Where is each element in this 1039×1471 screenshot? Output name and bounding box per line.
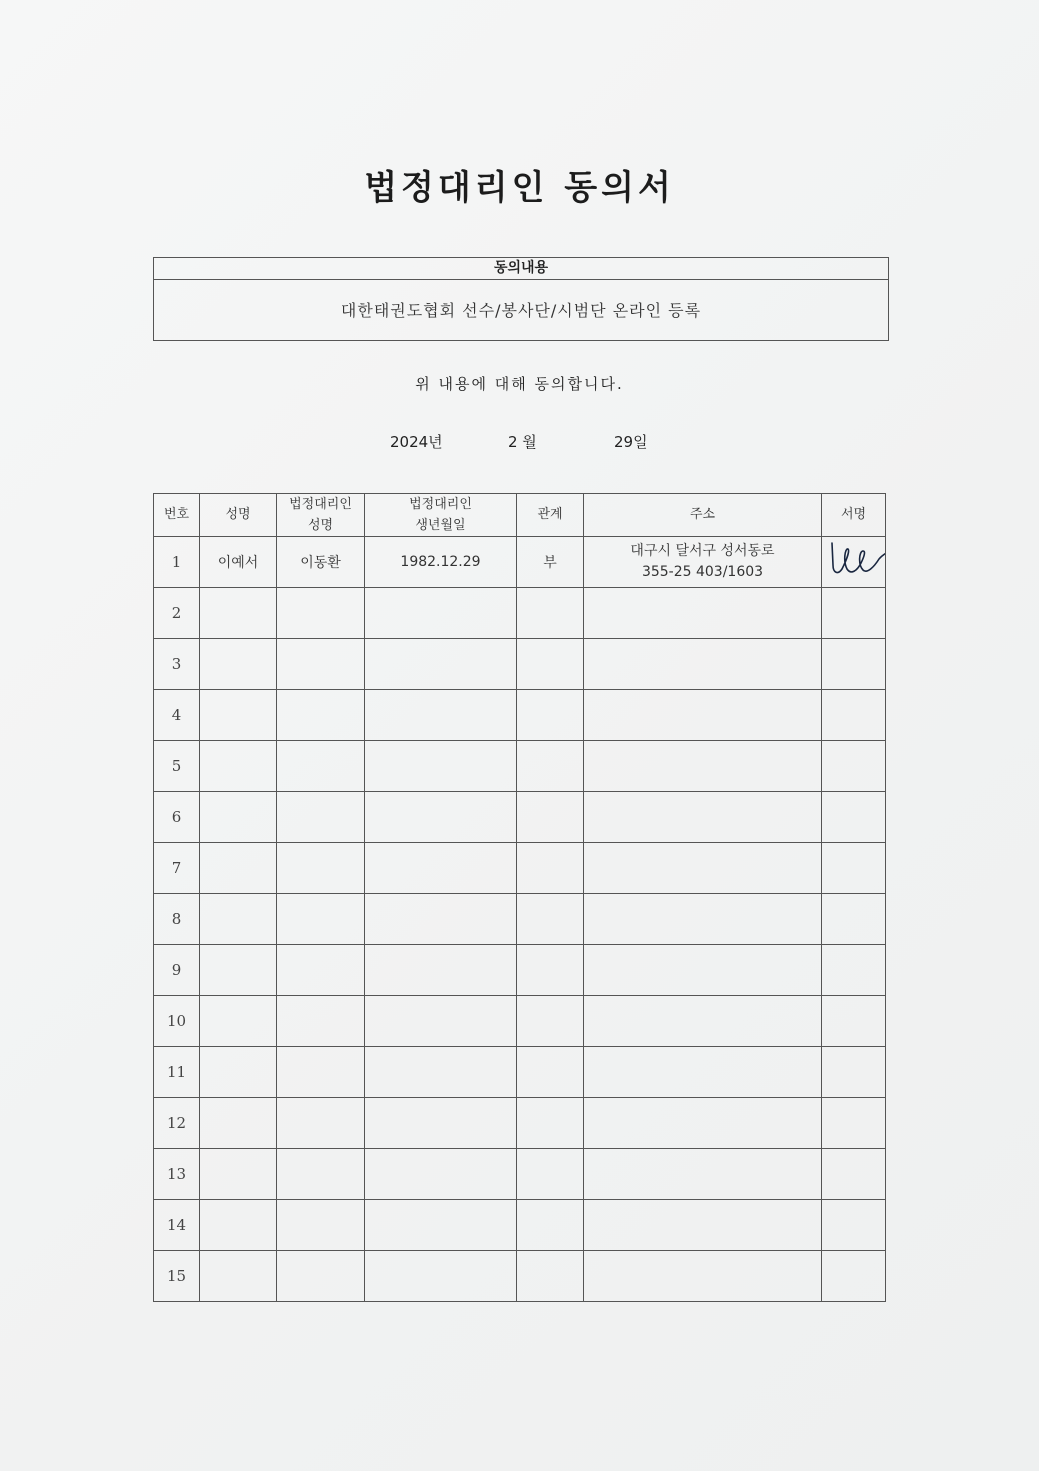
cell-name [200, 843, 277, 894]
document-title: 법정대리인 동의서 [364, 168, 675, 208]
cell-address [584, 690, 822, 741]
cell-relation [517, 1149, 584, 1200]
cell-relation [517, 1098, 584, 1149]
header-guardian-name-line1: 법정대리인 [289, 497, 352, 512]
header-signature: 서명 [822, 494, 886, 537]
cell-address [584, 1149, 822, 1200]
cell-guardian-birth [365, 639, 517, 690]
header-address: 주소 [584, 494, 822, 537]
cell-relation [517, 996, 584, 1047]
cell-guardian-birth [365, 1251, 517, 1302]
cell-guardian-name [277, 1047, 365, 1098]
cell-guardian-name [277, 1251, 365, 1302]
cell-signature [822, 690, 886, 741]
cell-relation [517, 843, 584, 894]
handwritten-signature [826, 539, 886, 587]
cell-name [200, 1098, 277, 1149]
cell-no: 14 [154, 1200, 200, 1251]
cell-no: 12 [154, 1098, 200, 1149]
cell-address [584, 843, 822, 894]
cell-name [200, 996, 277, 1047]
cell-no: 2 [154, 588, 200, 639]
cell-address [584, 792, 822, 843]
cell-address [584, 1098, 822, 1149]
cell-guardian-birth [365, 690, 517, 741]
cell-relation [517, 1251, 584, 1302]
agree-statement: 위 내용에 대해 동의합니다. [415, 375, 624, 393]
cell-signature [822, 588, 886, 639]
cell-address [584, 639, 822, 690]
table-header-row [154, 494, 886, 537]
cell-name [200, 1149, 277, 1200]
cell-signature [822, 1047, 886, 1098]
table-row [154, 792, 886, 843]
cell-guardian-name [277, 639, 365, 690]
header-guardian-birth-line2: 생년월일 [415, 518, 466, 533]
cell-guardian-name [277, 945, 365, 996]
cell-signature [822, 894, 886, 945]
cell-address [584, 1251, 822, 1302]
cell-guardian-birth [365, 1200, 517, 1251]
cell-address [584, 1047, 822, 1098]
cell-signature [822, 996, 886, 1047]
consent-header: 동의내용 [154, 258, 888, 280]
cell-name: 이예서 [200, 537, 277, 588]
cell-name [200, 588, 277, 639]
header-relation: 관계 [517, 494, 584, 537]
table-row [154, 894, 886, 945]
cell-signature [822, 843, 886, 894]
cell-guardian-name [277, 741, 365, 792]
cell-guardian-birth: 1982.12.29 [365, 537, 517, 588]
cell-no: 9 [154, 945, 200, 996]
cell-address [584, 741, 822, 792]
table-body [154, 537, 886, 1302]
date-day: 29일 [614, 433, 648, 451]
cell-no: 15 [154, 1251, 200, 1302]
cell-relation [517, 1047, 584, 1098]
cell-guardian-birth [365, 894, 517, 945]
cell-guardian-name: 이동환 [277, 537, 365, 588]
cell-address [584, 894, 822, 945]
cell-signature [822, 1200, 886, 1251]
registration-table [153, 493, 886, 1302]
cell-relation: 부 [517, 537, 584, 588]
cell-guardian-birth [365, 945, 517, 996]
cell-guardian-name [277, 1200, 365, 1251]
cell-guardian-name [277, 690, 365, 741]
address-line-2: 355-25 403/1603 [641, 564, 764, 580]
cell-guardian-name [277, 792, 365, 843]
cell-guardian-birth [365, 843, 517, 894]
table-row [154, 690, 886, 741]
cell-address [584, 996, 822, 1047]
header-guardian-name-line2: 성명 [307, 518, 334, 533]
table-row [154, 588, 886, 639]
cell-guardian-birth [365, 741, 517, 792]
cell-no: 13 [154, 1149, 200, 1200]
cell-signature [822, 792, 886, 843]
cell-guardian-birth [365, 1047, 517, 1098]
address-line-1: 대구시 달서구 성서동로 [630, 543, 775, 559]
cell-signature [822, 741, 886, 792]
header-name: 성명 [200, 494, 277, 537]
cell-no: 1 [154, 537, 200, 588]
table-row [154, 1251, 886, 1302]
table-row [154, 843, 886, 894]
cell-no: 5 [154, 741, 200, 792]
cell-guardian-birth [365, 588, 517, 639]
cell-name [200, 792, 277, 843]
cell-name [200, 1047, 277, 1098]
cell-no: 6 [154, 792, 200, 843]
cell-no: 7 [154, 843, 200, 894]
table-row [154, 1047, 886, 1098]
cell-name [200, 690, 277, 741]
cell-relation [517, 639, 584, 690]
cell-guardian-birth [365, 1098, 517, 1149]
cell-name [200, 1200, 277, 1251]
header-guardian-name [277, 494, 365, 537]
table-row [154, 1098, 886, 1149]
cell-signature [822, 1251, 886, 1302]
table-row [154, 741, 886, 792]
cell-guardian-birth [365, 1149, 517, 1200]
cell-signature [822, 1149, 886, 1200]
cell-no: 10 [154, 996, 200, 1047]
cell-address [584, 537, 822, 588]
cell-name [200, 741, 277, 792]
cell-no: 8 [154, 894, 200, 945]
cell-address [584, 1200, 822, 1251]
cell-guardian-name [277, 894, 365, 945]
cell-address [584, 945, 822, 996]
cell-signature [822, 639, 886, 690]
cell-guardian-name [277, 1098, 365, 1149]
date-month: 2 월 [508, 433, 537, 451]
table-row [154, 1200, 886, 1251]
cell-relation [517, 690, 584, 741]
table-row [154, 996, 886, 1047]
cell-guardian-birth [365, 996, 517, 1047]
cell-relation [517, 945, 584, 996]
cell-guardian-name [277, 996, 365, 1047]
table-row [154, 639, 886, 690]
table-row [154, 945, 886, 996]
cell-relation [517, 741, 584, 792]
header-no: 번호 [154, 494, 200, 537]
cell-name [200, 894, 277, 945]
date-year: 2024년 [390, 433, 443, 451]
header-guardian-birth [365, 494, 517, 537]
cell-no: 11 [154, 1047, 200, 1098]
cell-relation [517, 792, 584, 843]
cell-guardian-name [277, 843, 365, 894]
cell-signature [822, 537, 886, 588]
table-row [154, 1149, 886, 1200]
cell-relation [517, 894, 584, 945]
cell-address [584, 588, 822, 639]
cell-relation [517, 1200, 584, 1251]
cell-signature [822, 1098, 886, 1149]
cell-name [200, 945, 277, 996]
cell-name [200, 639, 277, 690]
header-guardian-birth-line1: 법정대리인 [409, 497, 472, 512]
cell-name [200, 1251, 277, 1302]
cell-relation [517, 588, 584, 639]
consent-body: 대한태권도협회 선수/봉사단/시범단 온라인 등록 [340, 301, 702, 320]
cell-signature [822, 945, 886, 996]
cell-no: 3 [154, 639, 200, 690]
cell-guardian-birth [365, 792, 517, 843]
cell-guardian-name [277, 588, 365, 639]
cell-guardian-name [277, 1149, 365, 1200]
cell-no: 4 [154, 690, 200, 741]
table-row [154, 537, 886, 588]
consent-box [153, 257, 889, 341]
